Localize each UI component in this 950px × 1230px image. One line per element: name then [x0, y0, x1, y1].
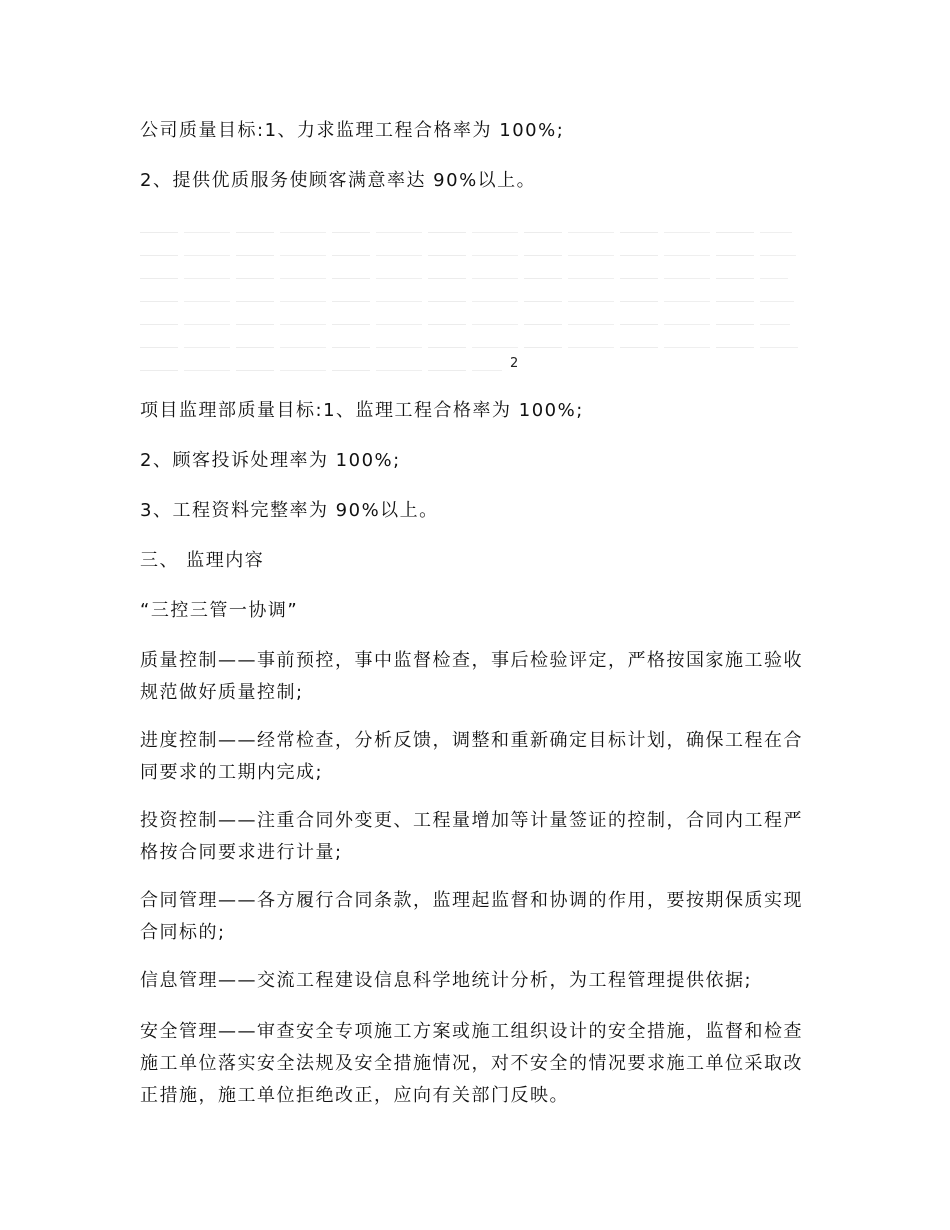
paragraph-quality-control: 质量控制——事前预控，事中监督检查，事后检验评定，严格按国家施工验收规范做好质量控制;	[140, 650, 803, 703]
project-quality-goal-item-3: 3、工程资料完整率为 90%以上。	[140, 500, 439, 521]
section-heading: 三、 监理内容	[140, 550, 265, 571]
paragraph-information-management: 信息管理——交流工程建设信息科学地统计分析，为工程管理提供依据;	[140, 970, 753, 991]
page-number: 2	[510, 356, 519, 371]
paragraph-safety-management: 安全管理——审查安全专项施工方案或施工组织设计的安全措施，监督和检查施工单位落实安全法规及安全措施情况，对不安全的情况要求施工单位采取改正措施，施工单位拒绝改正，应向有关部门反映。	[140, 1021, 803, 1106]
paragraph-investment-control: 投资控制——注重合同外变更、工程量增加等计量签证的控制，合同内工程严格按合同要求进行计量;	[140, 810, 803, 863]
faint-line	[140, 370, 502, 371]
page-break-faint-lines	[140, 222, 800, 372]
project-quality-goal: 项目监理部质量目标:1、监理工程合格率为 100%;	[140, 400, 584, 421]
faint-line	[140, 347, 798, 348]
faint-line	[140, 324, 790, 325]
project-quality-goal-item-2: 2、顾客投诉处理率为 100%;	[140, 450, 401, 471]
faint-line	[140, 232, 792, 233]
faint-line	[140, 278, 788, 279]
paragraph-schedule-control: 进度控制——经常检查，分析反馈，调整和重新确定目标计划，确保工程在合同要求的工期内完成;	[140, 730, 803, 783]
company-quality-goal-item-2: 2、提供优质服务使顾客满意率达 90%以上。	[140, 170, 537, 191]
faint-line	[140, 255, 796, 256]
company-quality-goal: 公司质量目标:1、力求监理工程合格率为 100%;	[140, 120, 565, 141]
faint-line	[140, 301, 794, 302]
paragraph-contract-management: 合同管理——各方履行合同条款，监理起监督和协调的作用，要按期保质实现合同标的;	[140, 890, 803, 943]
motto: “三控三管一协调”	[140, 600, 299, 621]
